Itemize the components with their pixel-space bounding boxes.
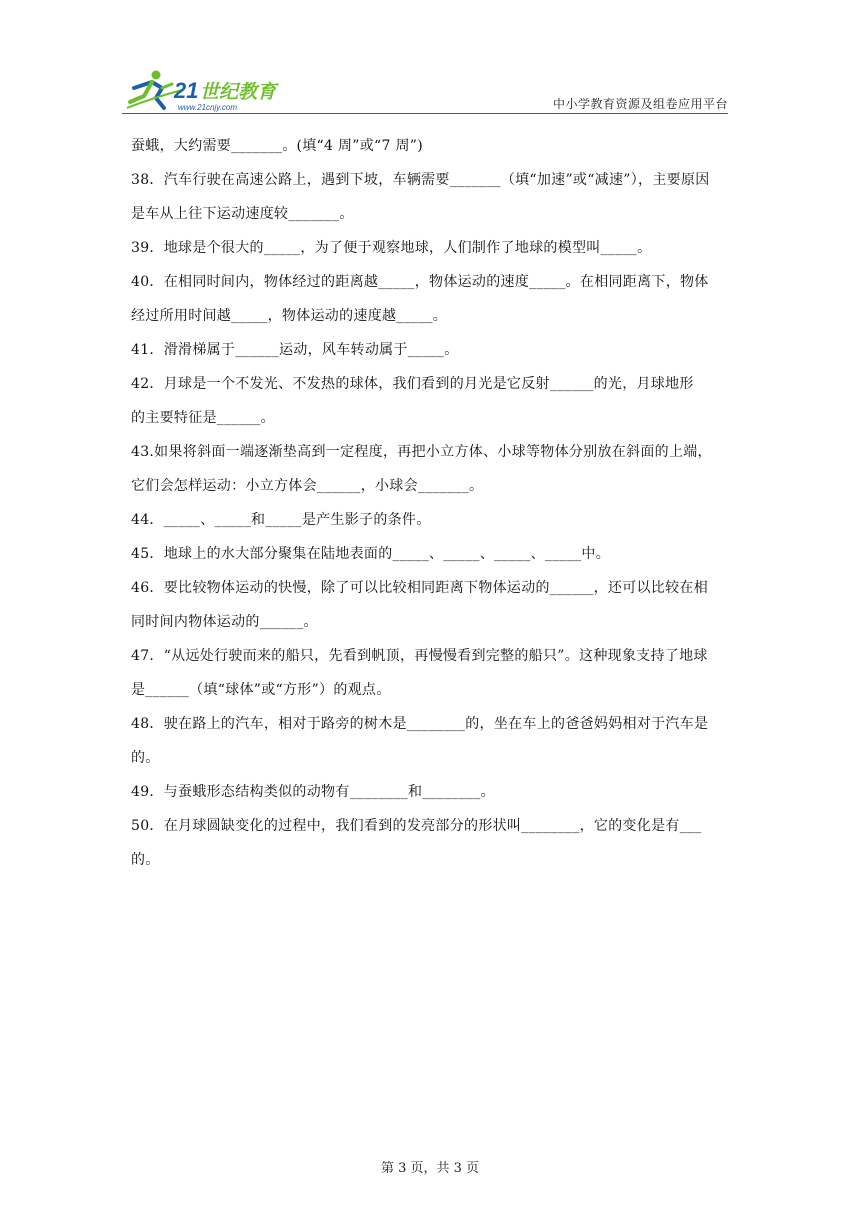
- text-line: 它们会怎样运动：小立方体会______，小球会_______。: [131, 478, 484, 494]
- text-line: 是______（填“球体”或“方形”）的观点。: [131, 682, 391, 698]
- text-line: 同时间内物体运动的______。: [131, 614, 318, 630]
- header-divider: [122, 113, 728, 114]
- text-line: 的。: [131, 750, 160, 766]
- text-line: 经过所用时间越_____，物体运动的速度越_____。: [131, 308, 448, 324]
- text-line: 49．与蚕蛾形态结构类似的动物有________和________。: [131, 784, 496, 800]
- text-line: 46．要比较物体运动的快慢，除了可以比较相同距离下物体运动的______，还可以比较在相: [131, 580, 709, 596]
- text-line: 的主要特征是______。: [131, 410, 275, 426]
- svg-text:www.21cnjy.com: www.21cnjy.com: [178, 103, 237, 112]
- site-logo: [122, 68, 292, 114]
- text-line: 38．汽车行驶在高速公路上，遇到下坡，车辆需要_______（填“加速”或“减速”），主要原因: [131, 172, 710, 188]
- text-line: 蚕蛾，大约需要_______。(填“4 周”或“7 周”): [131, 138, 423, 154]
- text-line: 50．在月球圆缺变化的过程中，我们看到的发亮部分的形状叫________，它的变化是有___: [131, 818, 702, 834]
- question-list: [131, 136, 731, 870]
- text-line: 44．_____、_____和_____是产生影子的条件。: [131, 512, 431, 528]
- text-line: 48．驶在路上的汽车，相对于路旁的树木是________的，坐在车上的爸爸妈妈相对于汽车是: [131, 716, 709, 732]
- text-line: 42．月球是一个不发光、不发热的球体，我们看到的月光是它反射______的光，月球地形: [131, 376, 694, 392]
- platform-name: 中小学教育资源及组卷应用平台: [552, 97, 728, 111]
- text-line: 41．滑滑梯属于______运动，风车转动属于_____。: [131, 342, 459, 358]
- text-line: 45．地球上的水大部分聚集在陆地表面的_____、_____、_____、_____中。: [131, 546, 611, 562]
- text-line: 47．“从远处行驶而来的船只，先看到帆顶，再慢慢看到完整的船只”。这种现象支持了地球: [131, 648, 708, 664]
- svg-text:21: 21: [174, 78, 199, 103]
- svg-text:世纪教育: 世纪教育: [200, 81, 277, 103]
- text-line: 的。: [131, 852, 160, 868]
- text-line: 40．在相同时间内，物体经过的距离越_____，物体运动的速度_____。在相同距离下，物体: [131, 274, 709, 290]
- page-number: 第 3 页，共 3 页: [380, 1161, 480, 1176]
- text-line: 43.如果将斜面一端逐渐垫高到一定程度，再把小立方体、小球等物体分别放在斜面的上端，: [131, 444, 712, 460]
- text-line: 39．地球是个很大的_____，为了便于观察地球，人们制作了地球的模型叫_____。: [131, 240, 652, 256]
- text-line: 是车从上往下运动速度较_______。: [131, 206, 354, 222]
- page-header: [122, 68, 728, 116]
